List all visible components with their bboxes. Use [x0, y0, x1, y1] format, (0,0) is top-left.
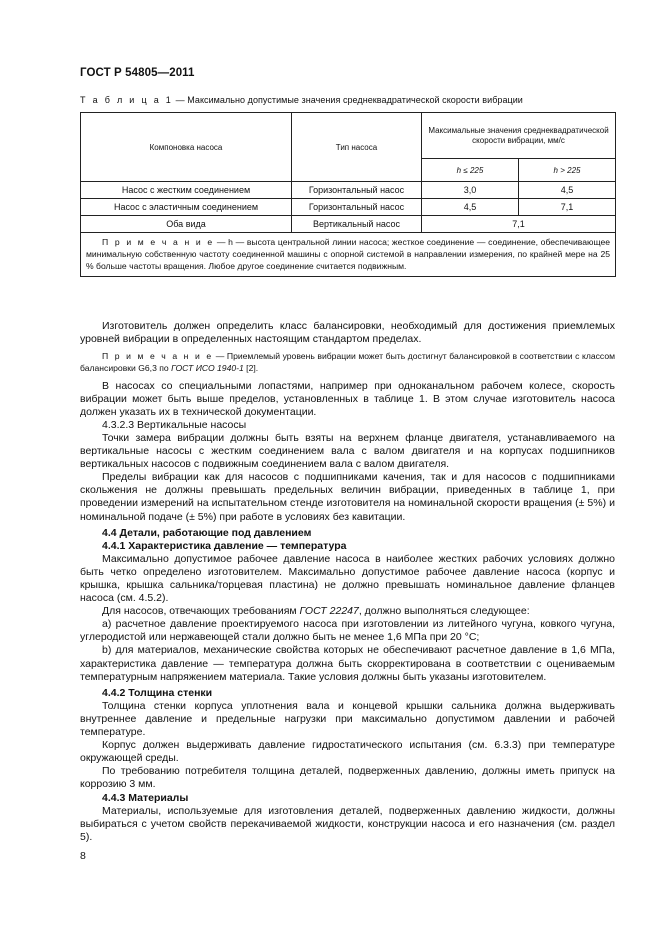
list-item: а) расчетное давление проектируемого насоса при изготовлении из литейного чугуна, ковкого чугуна, углеродистой или нержавеющей стали должно быть не менее 1,6 МПа при 20 °С; [80, 618, 615, 644]
paragraph: Максимально допустимое рабочее давление насоса в наиболее жестких рабочих условиях должно быть четко определено изготовителем. Максимально допустимое рабочее давление насоса (корпус и крышка, крышка сальника/торцевая пластина) не должно превышать номинальное давление фланцев насоса (см. 4.5.2). [80, 552, 615, 605]
cell-layout: Насос с жестким соединением [81, 182, 292, 199]
table-note [81, 233, 616, 277]
cell-value: 7,1 [519, 199, 616, 216]
paragraph: Для насосов, отвечающих требованиям ГОСТ 22247, должно выполняться следующее: [102, 605, 530, 618]
paragraph: Изготовитель должен определить класс балансировки, необходимый для достижения приемлемых уровней вибрации в определенных настоящим стандартом пределах. [80, 320, 615, 346]
list-item: b) для материалов, механические свойства которых не обеспечивают расчетное давление в 1,6 МПа, характеристика давление — температура должна быть скорректирована в соответствии с оцениваемым температурным напряжением материала. Такие условия должны быть указаны изготовителем. [80, 644, 615, 683]
standard-reference: ГОСТ ИСО 1940-1 [171, 363, 244, 374]
cell-type: Вертикальный насос [292, 216, 422, 233]
paragraph: Материалы, используемые для изготовления деталей, подверженных давлению жидкости, должны выбираться с учетом свойств перекачиваемой жидкости, конструкции насоса и его назначения (см. раздел 5). [80, 804, 615, 843]
table-caption-text: — Максимально допустимые значения среднеквадратической скорости вибрации [173, 95, 523, 105]
cell-value: 7,1 [422, 216, 616, 233]
table-note-text: — h — высота центральной линии насоса; жесткое соединение — соединение, обеспечивающее минимальную собственную частоту соединенной машины с опорной системой в направлении измерения, по крайней мере на 25 % больше частоты вращения. Любое другое соединение считается подвижным. [86, 237, 611, 272]
cell-type: Горизонтальный насос [292, 182, 422, 199]
cell-value: 4,5 [519, 182, 616, 199]
document-header: ГОСТ Р 54805—2011 [80, 67, 195, 79]
section-heading-4-4-1: 4.4.1 Характеристика давление — температура [102, 539, 347, 552]
header-h-le-225: h ≤ 225 [422, 159, 519, 182]
header-pump-layout: Компоновка насоса [81, 113, 292, 182]
paragraph: Толщина стенки корпуса уплотнения вала и концевой крышки сальника должна выдерживать внутреннее давление и предельные нагрузки при максимально допустимом давлении и рабочей температуре. [80, 699, 615, 739]
table-row [81, 199, 616, 216]
table-note-label: П р и м е ч а н и е [102, 237, 215, 247]
table-row [81, 182, 616, 199]
section-heading-4-3-2-3: 4.3.2.3 Вертикальные насосы [102, 418, 247, 431]
document-body [80, 320, 615, 844]
paragraph: По требованию потребителя толщина деталей, подверженных давлению, должны иметь припуск на коррозию 3 мм. [80, 765, 615, 791]
table-caption [80, 95, 523, 105]
cell-value: 3,0 [422, 182, 519, 199]
section-heading-4-4-2: 4.4.2 Толщина стенки [102, 686, 213, 699]
page-number: 8 [80, 850, 86, 862]
cell-layout: Насос с эластичным соединением [81, 199, 292, 216]
paragraph: Точки замера вибрации должны быть взяты на верхнем фланце двигателя, устанавливаемого на вертикальные насосы с жестким соединением вала с валом двигателя и на корпусах подшипников вертикальных насосов с подвижным соединением вала с валом двигателя. [80, 431, 615, 471]
cell-type: Горизонтальный насос [292, 199, 422, 216]
cell-layout: Оба вида [81, 216, 292, 233]
balancing-note: П р и м е ч а н и е — Приемлемый уровень вибрации может быть достигнут балансировкой в соответствии с классом балансировки G6,3 по ГОСТ ИСО 1940-1 [2]. [80, 351, 616, 374]
header-max-values: Максимальные значения среднеквадратической скорости вибрации, мм/с [422, 113, 616, 159]
section-heading-4-4: 4.4 Детали, работающие под давлением [102, 526, 312, 539]
paragraph: Пределы вибрации как для насосов с подшипниками качения, так и для насосов с подшипниками скольжения не должны превышать предельных величин вибрации, приведенных в таблице 1, при проведении измерений на испытательном стенде изготовителя на номинальной скорости вращения (± 5%) и номинальной подаче (± 5%) при работе в условиях без кавитации. [80, 471, 615, 523]
header-pump-type: Тип насоса [292, 113, 422, 182]
table-caption-label: Т а б л и ц а 1 [80, 95, 174, 105]
paragraph: Корпус должен выдерживать давление гидростатического испытания (см. 6.3.3) при температуре окружающей среды. [80, 739, 615, 765]
paragraph: В насосах со специальными лопастями, например при одноканальном рабочем колесе, скорость вибрации может быть выше пределов, установленных в таблице 1. В этом случае изготовитель насоса должен указать их в технической документации. [80, 379, 615, 418]
table-row [81, 216, 616, 233]
standard-reference: ГОСТ 22247 [299, 605, 359, 618]
section-heading-4-4-3: 4.4.3 Материалы [102, 791, 189, 804]
cell-value: 4,5 [422, 199, 519, 216]
vibration-limits-table [80, 112, 616, 277]
header-h-gt-225: h > 225 [519, 159, 616, 182]
